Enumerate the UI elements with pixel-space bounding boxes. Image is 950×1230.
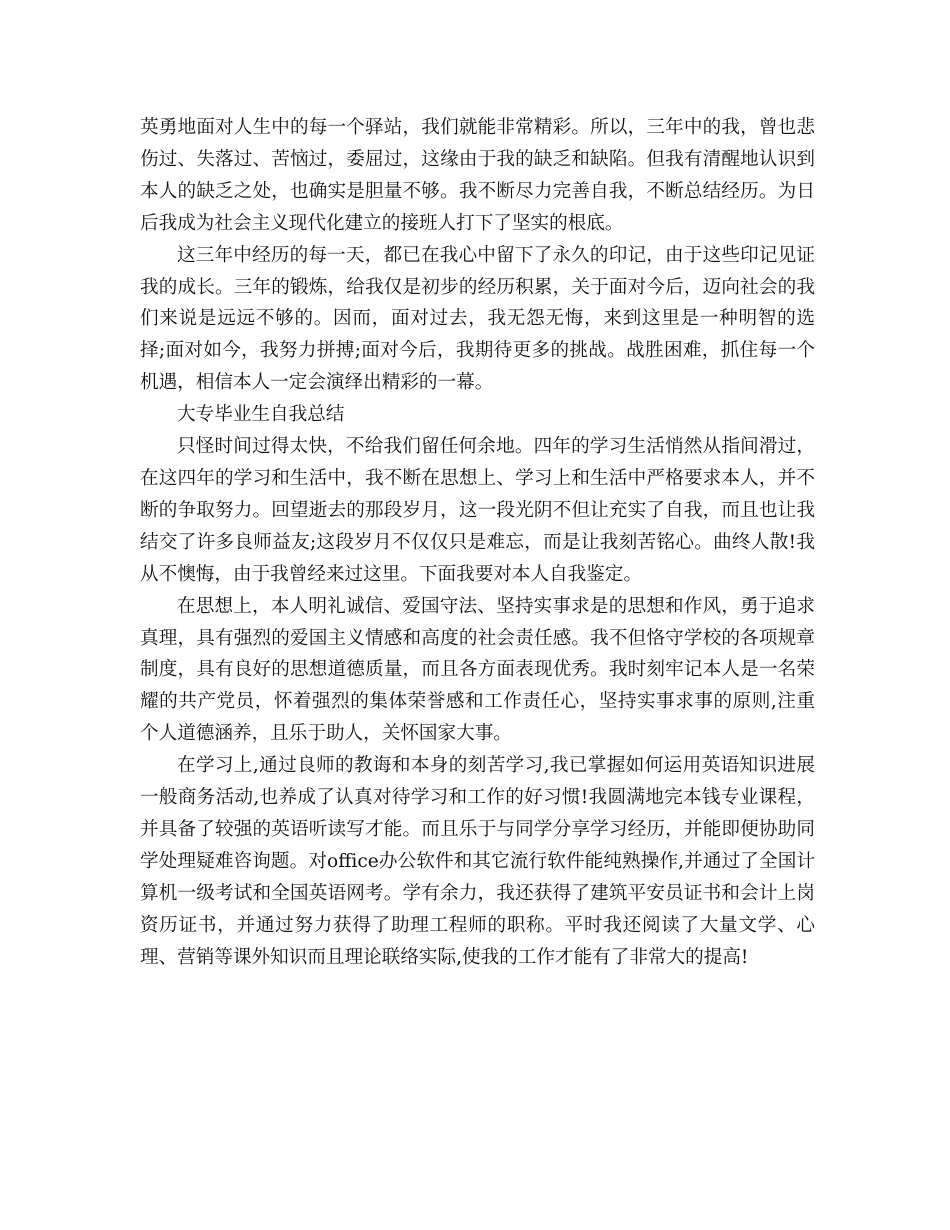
document-body — [140, 112, 815, 973]
paragraph-1: 英勇地面对人生中的每一个驿站，我们就能非常精彩。所以，三年中的我，曾也悲伤过、失落过、苦恼过，委屈过，这缘由于我的缺乏和缺陷。但我有清醒地认识到本人的缺乏之处，也确实是胆量不够。我不断尽力完善自我，不断总结经历。为日后我成为社会主义现代化建立的接班人打下了坚实的根底。 — [140, 117, 815, 234]
paragraph-2: 这三年中经历的每一天，都已在我心中留下了永久的印记，由于这些印记见证我的成长。三年的锻炼，给我仅是初步的经历积累，关于面对今后，迈向社会的我们来说是远远不够的。因而，面对过去，我无怨无悔，来到这里是一种明智的选择;面对如今，我努力拼搏;面对今后，我期待更多的挑战。战胜困难，抓住每一个机遇，相信本人一定会演绎出精彩的一幕。 — [140, 244, 815, 394]
paragraph-5: 在学习上,通过良师的教诲和本身的刻苦学习,我已掌握如何运用英语知识进展一般商务活动,也养成了认真对待学习和工作的好习惯!我圆满地完本钱专业课程，并具备了较强的英语听读写才能。而且乐于与同学分享学习经历，并能即便协助同学处理疑难咨询题。对office办公软件和其它流行软件能纯熟操作,并通过了全国计算机一级考试和全国英语网考。学有余力，我还获得了建筑平安员证书和会计上岗资历证书，并通过努力获得了助理工程师的职称。平时我还阅读了大量文学、心理、营销等课外知识而且理论联络实际,使我的工作才能有了非常大的提高! — [140, 755, 815, 968]
paragraph-4: 在思想上，本人明礼诚信、爱国守法、坚持实事求是的思想和作风，勇于追求真理，具有强烈的爱国主义情感和高度的社会责任感。我不但恪守学校的各项规章制度，具有良好的思想道德质量，而且各方面表现优秀。我时刻牢记本人是一名荣耀的共产党员，怀着强烈的集体荣誉感和工作责任心，坚持实事求事的原则,注重个人道德涵养，且乐于助人，关怀国家大事。 — [140, 595, 815, 745]
paragraph-3: 只怪时间过得太快，不给我们留任何余地。四年的学习生活悄然从指间滑过，在这四年的学习和生活中，我不断在思想上、学习上和生活中严格要求本人，并不断的争取努力。回望逝去的那段岁月，这一段光阴不但让充实了自我，而且也让我结交了许多良师益友;这段岁月不仅仅只是难忘，而是让我刻苦铭心。曲终人散!我从不懊悔，由于我曾经来过这里。下面我要对本人自我鉴定。 — [140, 436, 815, 585]
section-heading: 大专毕业生自我总结 — [177, 404, 345, 426]
